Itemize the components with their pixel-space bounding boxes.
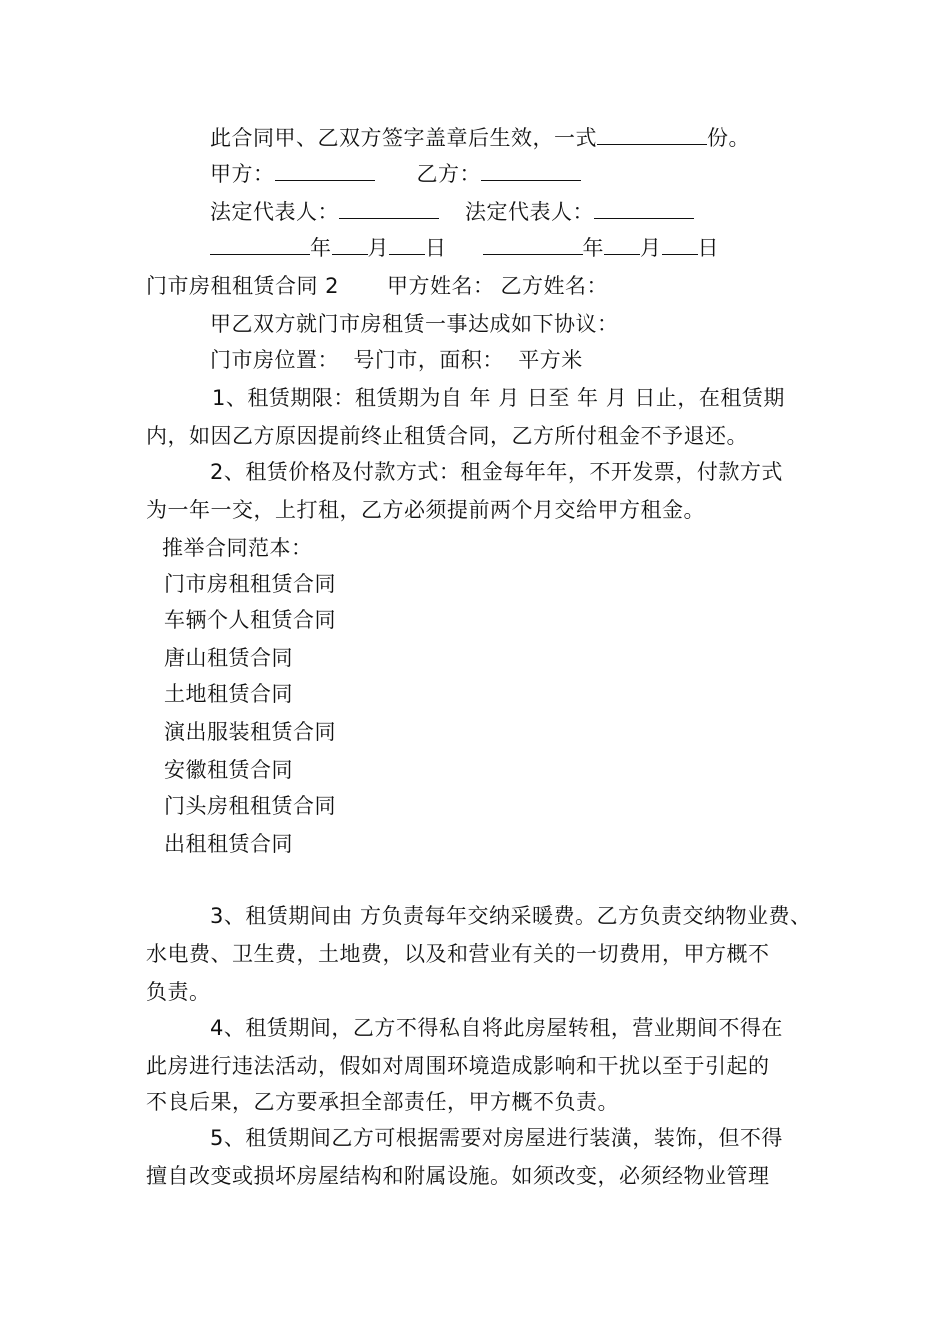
year-b-blank xyxy=(483,234,583,255)
effect-line xyxy=(210,124,750,152)
day-b-label: 日 xyxy=(697,236,719,260)
year-b-label: 年 xyxy=(582,236,604,260)
contract2-intro: 甲乙双方就门市房租赁一事达成如下协议： xyxy=(210,312,619,336)
recommend-link[interactable]: 车辆个人租赁合同 xyxy=(164,608,336,632)
party-b-blank xyxy=(481,160,581,181)
month-a-blank xyxy=(332,234,368,255)
recommend-link[interactable]: 土地租赁合同 xyxy=(164,682,293,706)
clause5-line2: 擅自改变或损坏房屋结构和附属设施。如须改变，必须经物业管理 xyxy=(146,1164,770,1188)
day-b-blank xyxy=(662,234,698,255)
clause2-line1: 2、租赁价格及付款方式：租金每年年，不开发票，付款方式 xyxy=(210,460,783,484)
recommend-link[interactable]: 唐山租赁合同 xyxy=(164,646,293,670)
rep-a-blank xyxy=(339,198,439,219)
month-b-blank xyxy=(604,234,640,255)
year-a-label: 年 xyxy=(310,236,332,260)
rep-line xyxy=(210,198,694,226)
month-b-label: 月 xyxy=(640,236,662,260)
recommend-link[interactable]: 演出服装租赁合同 xyxy=(164,720,336,744)
clause1-line1: 1、租赁期限：租赁期为自 年 月 日至 年 月 日止，在租赁期 xyxy=(212,386,785,410)
copies-blank xyxy=(597,124,707,145)
recommend-link[interactable]: 安徽租赁合同 xyxy=(164,758,293,782)
contract2-header xyxy=(146,272,608,300)
clause3-line1: 3、租赁期间由 方负责每年交纳采暖费。乙方负责交纳物业费、 xyxy=(210,904,812,928)
clause5-line1: 5、租赁期间乙方可根据需要对房屋进行装潢，装饰，但不得 xyxy=(210,1126,783,1150)
clause3-line2: 水电费、卫生费，土地费，以及和营业有关的一切费用，甲方概不 xyxy=(146,942,770,966)
rep-b-label: 法定代表人： xyxy=(465,200,594,224)
effect-text: 此合同甲、乙双方签字盖章后生效，一式 xyxy=(210,126,597,150)
clause4-line1: 4、租赁期间，乙方不得私自将此房屋转租，营业期间不得在 xyxy=(210,1016,783,1040)
clause3-line3: 负责。 xyxy=(146,980,211,1004)
recommend-link[interactable]: 门市房租租赁合同 xyxy=(164,572,336,596)
clause1-line2: 内，如因乙方原因提前终止租赁合同，乙方所付租金不予退还。 xyxy=(146,424,748,448)
rep-b-blank xyxy=(594,198,694,219)
month-a-label: 月 xyxy=(367,236,389,260)
year-a-blank xyxy=(210,234,310,255)
party-b-name-label: 乙方姓名： xyxy=(500,274,609,298)
rep-a-label: 法定代表人： xyxy=(210,200,339,224)
recommend-heading: 推举合同范本： xyxy=(162,536,313,560)
party-a-name-label: 甲方姓名： xyxy=(387,274,495,298)
clause4-line3: 不良后果，乙方要承担全部责任，甲方概不负责。 xyxy=(146,1090,619,1114)
party-a-blank xyxy=(275,160,375,181)
day-a-blank xyxy=(389,234,425,255)
day-a-label: 日 xyxy=(425,236,447,260)
effect-suffix: 份。 xyxy=(707,126,750,150)
recommend-link[interactable]: 门头房租租赁合同 xyxy=(164,794,336,818)
clause4-line2: 此房进行违法活动，假如对周围环境造成影响和干扰以至于引起的 xyxy=(146,1054,770,1078)
party-b-label: 乙方： xyxy=(416,162,481,186)
party-a-label: 甲方： xyxy=(210,162,275,186)
contract2-location: 门市房位置： 号门市，面积： 平方米 xyxy=(210,348,583,372)
recommend-link[interactable]: 出租租赁合同 xyxy=(164,832,293,856)
clause2-line2: 为一年一交，上打租，乙方必须提前两个月交给甲方租金。 xyxy=(146,498,705,522)
party-line xyxy=(210,160,581,188)
contract2-title: 门市房租租赁合同 2 xyxy=(146,274,340,298)
date-line xyxy=(210,234,719,262)
